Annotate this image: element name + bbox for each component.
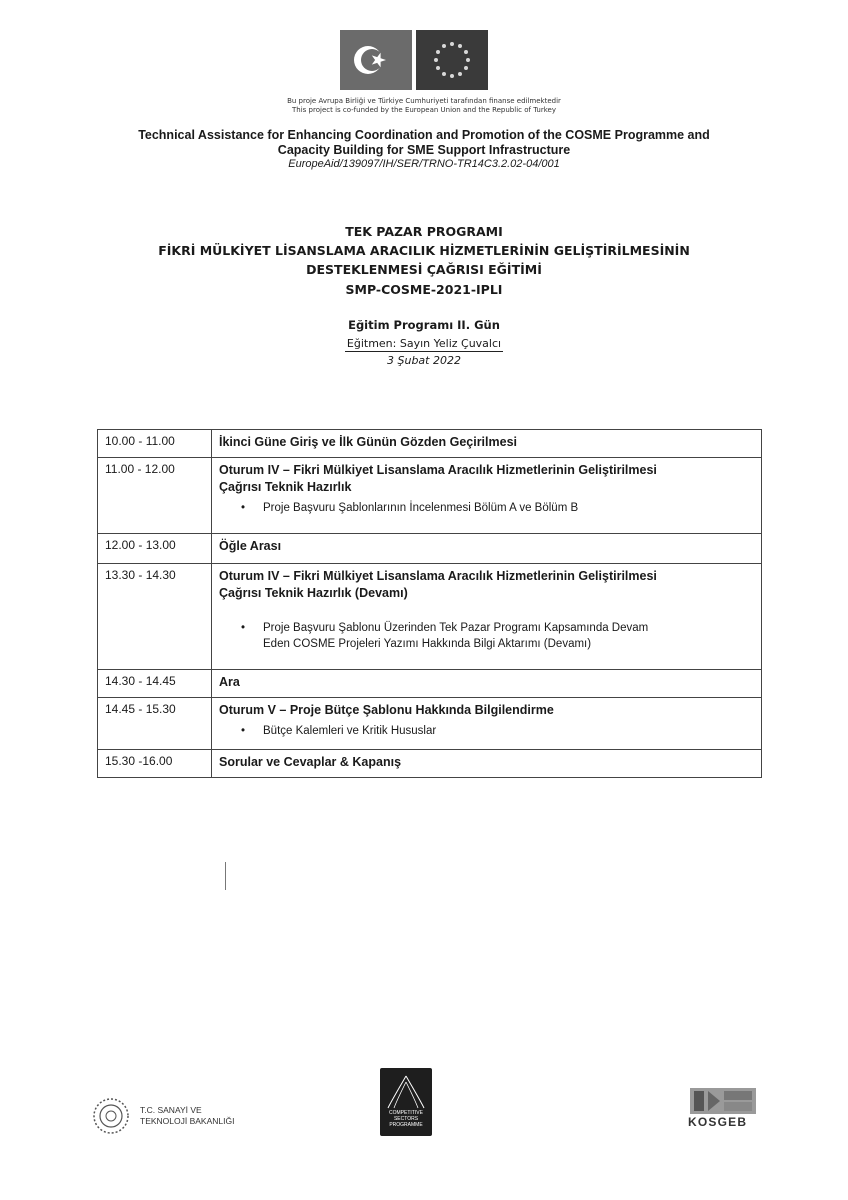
program-title-line2: FİKRİ MÜLKİYET LİSANSLAMA ARACILIK HİZMETLERİNİN GELİŞTİRİLMESİNİN	[158, 243, 690, 258]
csp-line1: COMPETITIVE	[389, 1110, 423, 1116]
day-title: Eğitim Programı II. Gün	[348, 318, 500, 332]
session-title: İkinci Güne Giriş ve İlk Günün Gözden Geçirilmesi	[219, 435, 517, 449]
csp-line3: PROGRAMME	[389, 1122, 423, 1128]
session-bullet	[241, 620, 755, 652]
session-time: 14.45 - 15.30	[98, 698, 212, 750]
competitive-sectors-text	[380, 1110, 432, 1128]
csp-line2: SECTORS	[393, 1116, 419, 1122]
session-title: Sorular ve Cevaplar & Kapanış	[219, 755, 402, 769]
program-title-line1: TEK PAZAR PROGRAMI	[345, 224, 503, 239]
session-title: Öğle Arası	[219, 539, 282, 553]
schedule-table	[97, 429, 762, 778]
session-time: 15.30 -16.00	[98, 750, 212, 778]
session-bullet-line1: • Proje Başvuru Şablonu Üzerinden Tek Pazar Programı Kapsamında Devam	[263, 622, 649, 634]
program-code: SMP-COSME-2021-IPLI	[345, 282, 503, 297]
session-time: 10.00 - 11.00	[98, 430, 212, 458]
session-content	[212, 430, 762, 458]
session-title-line1: Oturum IV – Fikri Mülkiyet Lisanslama Aracılık Hizmetlerinin Geliştirilmesi	[219, 463, 657, 477]
session-content	[212, 458, 762, 534]
session-title: Oturum V – Proje Bütçe Şablonu Hakkında Bilgilendirme	[219, 703, 554, 717]
table-row	[98, 670, 762, 698]
ministry-seal-icon	[92, 1097, 130, 1135]
turkey-flag-icon	[340, 30, 412, 90]
table-row	[98, 430, 762, 458]
session-bullet: • Bütçe Kalemleri ve Kritik Hususlar	[241, 723, 755, 739]
date: 3 Şubat 2022	[387, 354, 461, 367]
session-bullet-line2: Eden COSME Projeleri Yazımı Hakkında Bilgi Aktarımı (Devamı)	[263, 638, 592, 650]
session-content	[212, 564, 762, 670]
ministry-name-line2: TEKNOLOJİ BAKANLIĞI	[140, 1116, 235, 1126]
session-title: Ara	[219, 675, 240, 689]
trainer-name: Eğitmen: Sayın Yeliz Çuvalcı	[346, 337, 502, 350]
funding-statement-tr: Bu proje Avrupa Birliği ve Türkiye Cumhuriyeti tarafından finanse edilmektedir	[287, 97, 561, 105]
session-content	[212, 750, 762, 778]
kosgeb-logo-icon	[690, 1088, 756, 1114]
table-row	[98, 698, 762, 750]
session-title-line2: Çağrısı Teknik Hazırlık (Devamı)	[219, 586, 408, 600]
table-row	[98, 750, 762, 778]
program-title-line3: DESTEKLENMESİ ÇAĞRISI EĞİTİMİ	[306, 262, 542, 277]
trainer	[100, 337, 748, 350]
kosgeb-wordmark: KOSGEB	[688, 1115, 748, 1129]
session-content	[212, 698, 762, 750]
project-title-line2: Capacity Building for SME Support Infrastructure	[277, 143, 571, 157]
table-row	[98, 458, 762, 534]
session-bullet: • Proje Başvuru Şablonlarının İncelenmesi Bölüm A ve Bölüm B	[241, 500, 755, 516]
session-time: 14.30 - 14.45	[98, 670, 212, 698]
flags-banner	[340, 30, 488, 90]
table-row	[98, 534, 762, 564]
session-content	[212, 670, 762, 698]
table-row	[98, 564, 762, 670]
session-time: 13.30 - 14.30	[98, 564, 212, 670]
session-title-line1: Oturum IV – Fikri Mülkiyet Lisanslama Aracılık Hizmetlerinin Geliştirilmesi	[219, 569, 657, 583]
session-time: 12.00 - 13.00	[98, 534, 212, 564]
session-content	[212, 534, 762, 564]
session-title-line2: Çağrısı Teknik Hazırlık	[219, 480, 352, 494]
scan-artifact-line	[225, 862, 226, 890]
ministry-name-line1: T.C. SANAYİ VE	[140, 1105, 202, 1115]
project-reference: EuropeAid/139097/IH/SER/TRNO-TR14C3.2.02-04/001	[288, 158, 560, 170]
session-time: 11.00 - 12.00	[98, 458, 212, 534]
project-title-line1: Technical Assistance for Enhancing Coordination and Promotion of the COSME Programme and	[138, 128, 710, 142]
project-title	[100, 128, 748, 158]
ministry-name	[140, 1105, 234, 1127]
eu-flag-icon	[416, 30, 488, 90]
funding-statement-en: This project is co-funded by the European Union and the Republic of Turkey	[292, 106, 556, 114]
